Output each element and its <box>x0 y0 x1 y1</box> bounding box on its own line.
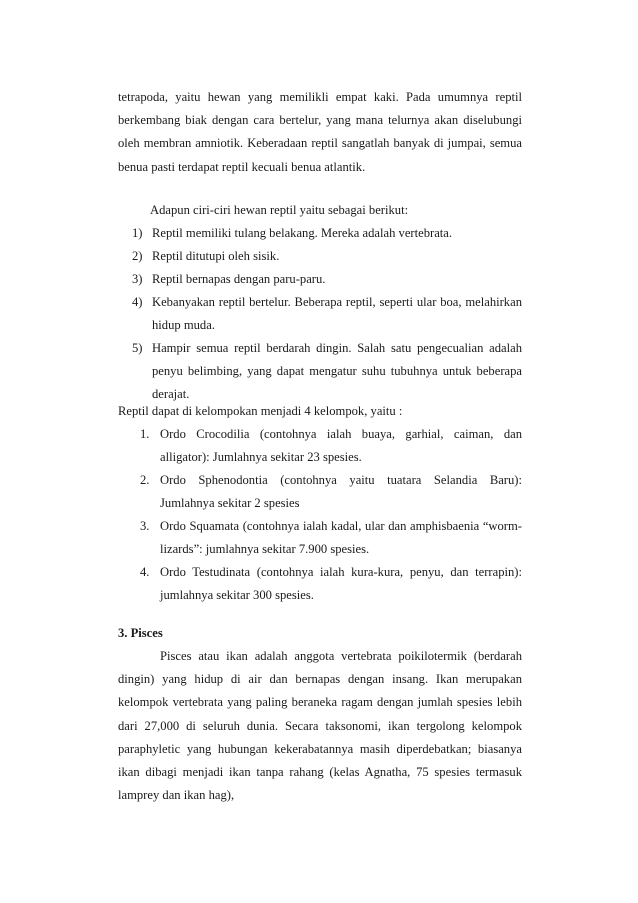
kelompok-intro-text: Reptil dapat di kelompokan menjadi 4 kelompok, yaitu : <box>118 404 403 418</box>
list-item-text: Ordo Crocodilia (contohnya ialah buaya, garhial, caiman, dan alligator): Jumlahnya sekitar 23 spesies. <box>160 427 522 465</box>
list-number: 4. <box>140 565 150 579</box>
list-number: 3) <box>132 272 143 286</box>
list-item-text: Ordo Sphenodontia (contohnya yaitu tuatara Selandia Baru): Jumlahnya sekitar 2 spesies <box>160 473 522 511</box>
list-number: 5) <box>132 341 143 355</box>
list-item-text: Hampir semua reptil berdarah dingin. Salah satu pengecualian adalah penyu belimbing, yang dapat mengatur suhu tubuhnya untuk beberapa derajat. <box>152 341 522 402</box>
list-item-text: Kebanyakan reptil bertelur. Beberapa reptil, seperti ular boa, melahirkan hidup muda. <box>152 295 522 333</box>
ciri-intro-text: Adapun ciri-ciri hewan reptil yaitu sebagai berikut: <box>150 203 409 217</box>
list-item-text: Reptil memiliki tulang belakang. Mereka adalah vertebrata. <box>152 226 453 240</box>
list-number: 2. <box>140 473 150 487</box>
list-item-text: Reptil ditutupi oleh sisik. <box>152 249 280 263</box>
paragraph-reptil-intro: tetrapoda, yaitu hewan yang memilikli empat kaki. Pada umumnya reptil berkembang biak dengan cara bertelur, yang mana telurnya akan diselubungi oleh membran amniotik. Keberadaan reptil sangatlah banyak di jumpai, semua benua pasti terdapat reptil kecuali benua atlantik. <box>118 90 522 174</box>
list-item-text: Reptil bernapas dengan paru-paru. <box>152 272 326 286</box>
section-heading-pisces: 3. Pisces <box>118 626 163 640</box>
list-number: 3. <box>140 519 150 533</box>
list-number: 1) <box>132 226 143 240</box>
list-item-text: Ordo Testudinata (contohnya ialah kura-kura, penyu, dan terrapin): jumlahnya sekitar 300 spesies. <box>160 565 522 603</box>
list-item-text: Ordo Squamata (contohnya ialah kadal, ular dan amphisbaenia “worm-lizards”: jumlahnya sekitar 7.900 spesies. <box>160 519 522 557</box>
list-number: 4) <box>132 295 143 309</box>
paragraph-pisces: Pisces atau ikan adalah anggota vertebrata poikilotermik (berdarah dingin) yang hidup di air dan bernapas dengan insang. Ikan merupakan kelompok vertebrata yang paling beraneka ragam dengan jumlah spesies lebih dari 27,000 di seluruh dunia. Secara taksonomi, ikan tergolong kelompok paraphyletic yang hubungan kekerabatannya masih diperdebatkan; biasanya ikan dibagi menjadi ikan tanpa rahang (kelas Agnatha, 75 spesies termasuk lamprey dan ikan hag), <box>118 649 522 803</box>
list-number: 2) <box>132 249 143 263</box>
list-number: 1. <box>140 427 150 441</box>
